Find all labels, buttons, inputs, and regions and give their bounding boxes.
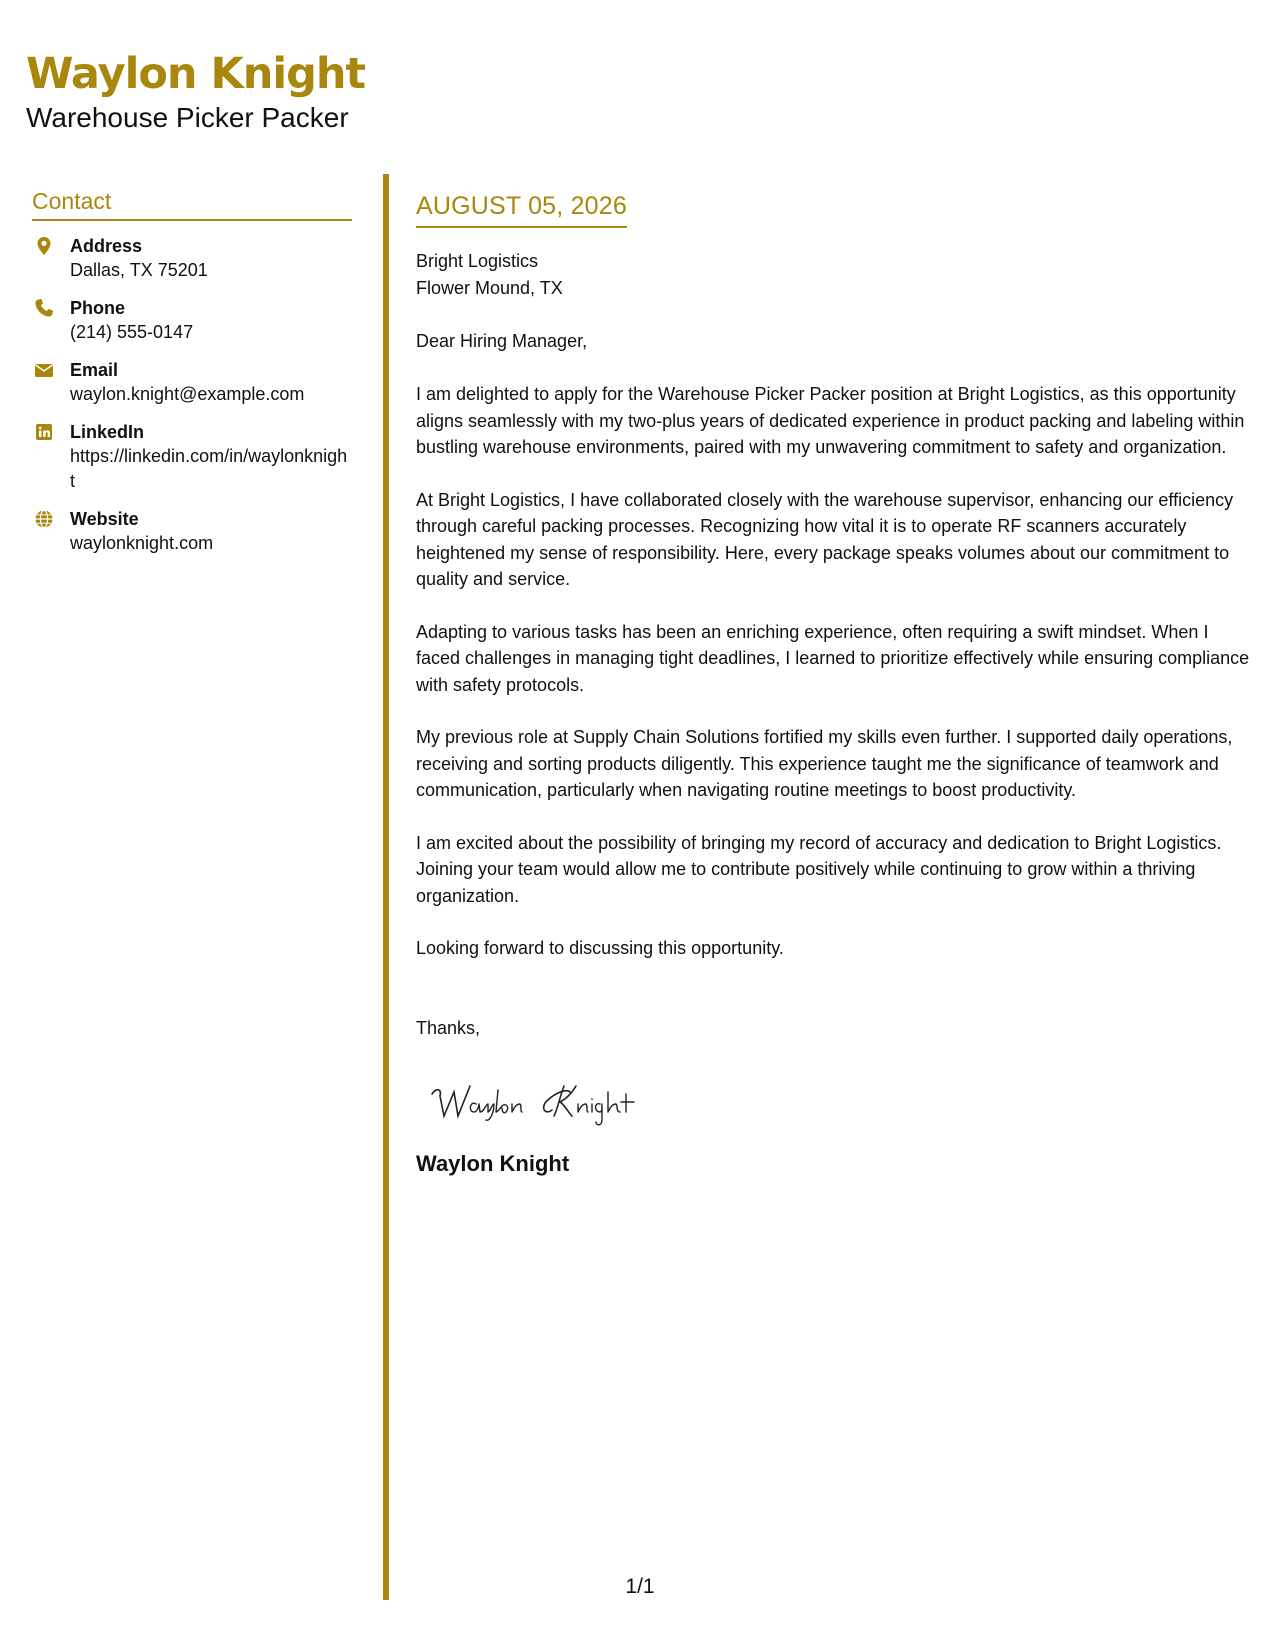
envelope-icon xyxy=(34,360,54,380)
phone-value: (214) 555-0147 xyxy=(70,322,194,342)
contact-item-linkedin xyxy=(32,420,352,494)
closing: Thanks, xyxy=(416,1017,481,1038)
contact-item-address xyxy=(32,234,352,283)
letter-date: AUGUST 05, 2026 xyxy=(416,192,627,228)
linkedin-value: https://linkedin.com/in/waylonknight xyxy=(70,446,348,491)
website-value: waylonknight.com xyxy=(70,533,214,553)
contact-label: Website xyxy=(70,509,139,529)
salutation: Dear Hiring Manager, xyxy=(416,331,588,351)
contact-label: Address xyxy=(70,236,143,256)
map-pin-icon xyxy=(34,236,54,256)
applicant-name: Waylon Knight xyxy=(26,49,366,99)
recipient-block xyxy=(416,248,1254,302)
contact-label: Email xyxy=(70,360,119,380)
globe-icon xyxy=(34,509,54,529)
address-value: Dallas, TX 75201 xyxy=(70,260,208,280)
letter-paragraph: I am delighted to apply for the Warehouse Picker Packer position at Bright Logistics, as this opportunity aligns seamlessly with my two-plus years of dedicated experience in product packing and labeling within bustling warehouse environments, paired with my unwavering commitment to safety and organization. xyxy=(416,384,1245,457)
contact-label: Phone xyxy=(70,298,126,318)
letter-paragraph: I am excited about the possibility of bringing my record of accuracy and dedication to Bright Logistics. Joining your team would allow me to contribute positively while continuing to grow within a thriving organization. xyxy=(416,832,1222,906)
letter-paragraph: My previous role at Supply Chain Solutions fortified my skills even further. I supported daily operations, receiving and sorting products diligently. This experience taught me the significance of teamwork and communication, particularly when navigating routine meetings to boost productivity. xyxy=(416,727,1233,800)
recipient-company: Bright Logistics xyxy=(416,251,539,271)
vertical-divider xyxy=(383,174,389,1600)
letter-paragraph: Looking forward to discussing this opportunity. xyxy=(416,938,784,958)
header xyxy=(26,46,365,134)
email-value: waylon.knight@example.com xyxy=(70,384,305,404)
contact-label: LinkedIn xyxy=(70,422,145,442)
contact-item-email xyxy=(32,358,352,407)
signed-name: Waylon Knight xyxy=(416,1150,570,1176)
contact-item-website xyxy=(32,507,352,556)
recipient-location: Flower Mound, TX xyxy=(416,278,563,298)
contact-heading: Contact xyxy=(32,188,352,221)
letter-paragraph: Adapting to various tasks has been an enriching experience, often requiring a swift mindset. When I faced challenges in managing tight deadlines, I learned to prioritize effectively while ensuring compliance with safety protocols. xyxy=(416,621,1250,695)
page-number: 1/1 xyxy=(625,1575,655,1598)
job-title: Warehouse Picker Packer xyxy=(26,102,349,133)
letter-body xyxy=(416,192,1254,1177)
contact-sidebar xyxy=(32,188,352,556)
contact-item-phone xyxy=(32,296,352,345)
handwritten-signature xyxy=(424,1072,674,1128)
phone-icon xyxy=(34,298,54,318)
letter-paragraph: At Bright Logistics, I have collaborated closely with the warehouse supervisor, enhancing our efficiency through careful packing processes. Recognizing how vital it is to operate RF scanners accurately heightened my sense of responsibility. Here, every package speaks volumes about our commitment to quality and service. xyxy=(416,489,1234,589)
linkedin-icon xyxy=(34,422,54,442)
